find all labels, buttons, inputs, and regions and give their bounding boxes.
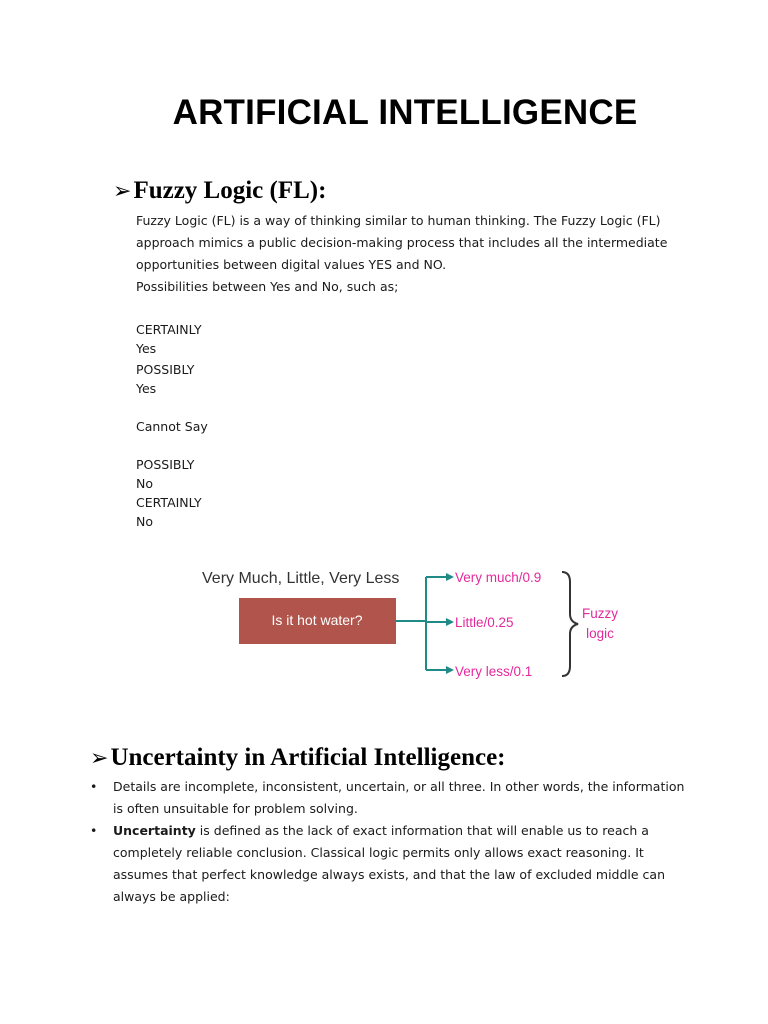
possibility-item: No [136,514,153,529]
brace-label-line2: logic [586,626,614,641]
arrowhead-icon [446,618,454,626]
paragraph-line: approach mimics a public decision-making process that includes all the intermediate [136,235,668,250]
uncertainty-heading [90,743,506,774]
list-item [90,776,690,820]
possibility-item: CERTAINLY [136,495,202,510]
possibility-item: No [136,476,153,491]
fuzzy-logic-heading [113,176,326,207]
bullet-text: is defined as the lack of exact information that will enable us to reach a completely reliable conclusion. Classical logic permits only allows exact reasoning. It assumes that perfect knowledge always exists, and that the law of excluded middle can always be applied: [113,823,666,904]
arrowhead-icon [446,573,454,581]
possibility-item: Cannot Say [136,419,208,434]
uncertainty-heading-text: Uncertainty in Artificial Intelligence: [110,744,506,771]
connector-arrows [396,577,448,670]
curly-brace-icon [562,572,578,676]
question-box-label: Is it hot water? [271,612,363,628]
diagram-title: Very Much, Little, Very Less [202,570,400,587]
fuzzy-logic-heading-text: Fuzzy Logic (FL): [133,177,327,204]
bullet-text: Details are incomplete, inconsistent, uncertain, or all three. In other words, the information is often unsuitable for problem solving. [113,779,685,816]
fuzzy-logic-diagram [196,560,636,690]
branch-label-very-less: Very less/0.1 [455,664,533,679]
page-title: ARTIFICIAL INTELLIGENCE [172,93,638,132]
bullet-bold-term: Uncertainty [113,823,196,838]
list-item [90,820,690,908]
possibility-item: CERTAINLY [136,322,202,337]
paragraph-line: opportunities between digital values YES and NO. [136,257,447,272]
uncertainty-bullet-list [90,776,690,908]
possibility-item: POSSIBLY [136,457,195,472]
bullet-dot-icon: • [90,779,98,794]
bullet-dot-icon: • [90,823,98,838]
paragraph-line: Fuzzy Logic (FL) is a way of thinking similar to human thinking. The Fuzzy Logic (FL) [136,213,661,228]
possibility-item: POSSIBLY [136,362,195,377]
branch-label-little: Little/0.25 [455,615,514,630]
arrow-bullet-icon: ➢ [113,179,132,204]
arrow-bullet-icon: ➢ [90,746,109,771]
possibility-item: Yes [136,381,157,396]
fuzzy-logic-diagram-svg [196,560,636,690]
possibility-item: Yes [136,341,157,356]
arrowheads [446,573,454,674]
branch-label-very-much: Very much/0.9 [455,570,542,585]
fuzzy-logic-paragraph [136,210,676,298]
paragraph-line: Possibilities between Yes and No, such as; [136,279,399,294]
brace-label-line1: Fuzzy [581,606,619,621]
arrowhead-icon [446,666,454,674]
